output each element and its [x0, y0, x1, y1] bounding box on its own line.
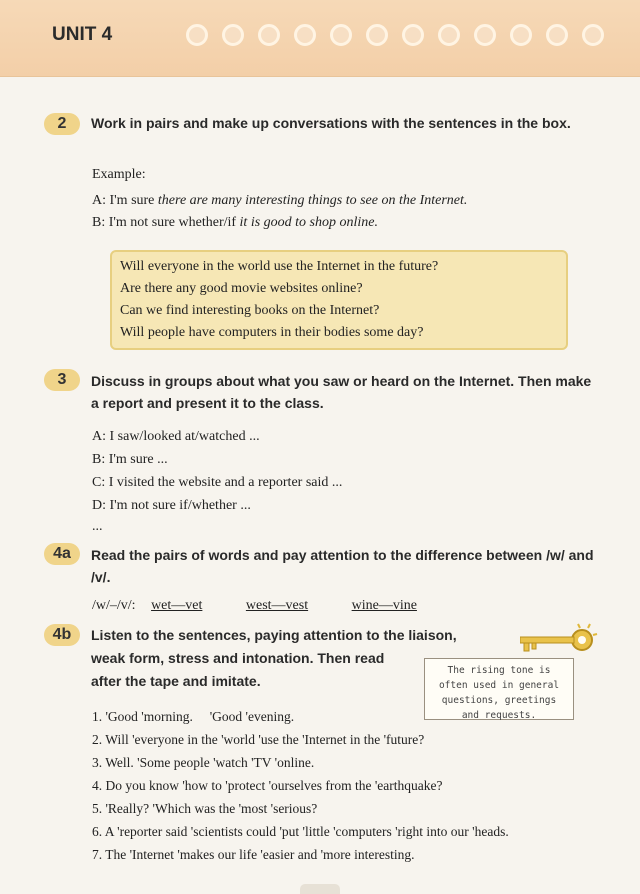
practice-sentence: 3. Well. 'Some people 'watch 'TV 'online. — [92, 755, 315, 770]
example-a-italic: there are many interesting things to see on the Internet. — [157, 193, 468, 208]
section-instruction-line: Listen to the sentences, paying attention to the liaison, — [91, 627, 457, 643]
section-instruction: Discuss in groups about what you saw or heard on the Internet. Then make a report and present it to the class. — [91, 373, 592, 411]
section-number: 4b — [44, 624, 80, 646]
example-line-b — [92, 214, 378, 232]
sentence-box — [110, 250, 568, 350]
dialogue-line: ... — [92, 519, 103, 534]
circle-icon — [546, 24, 568, 46]
circle-icon — [582, 24, 604, 46]
word-pair: wine—vine — [351, 598, 417, 613]
page-header — [0, 0, 640, 77]
example-a-prefix: A: I'm sure — [92, 193, 158, 208]
practice-sentence: 5. 'Really? 'Which was the 'most 'serious? — [92, 801, 318, 816]
dialogue-line: B: I'm sure ... — [92, 452, 168, 467]
dialogue-line: C: I visited the website and a reporter said ... — [92, 475, 343, 490]
circle-icon — [222, 24, 244, 46]
word-pair: wet—vet — [151, 598, 203, 613]
circle-icon — [330, 24, 352, 46]
circle-icon — [510, 24, 532, 46]
practice-sentence: 6. A 'reporter said 'scientists could 'put 'little 'computers 'right into our 'heads. — [92, 824, 509, 839]
circle-icon — [294, 24, 316, 46]
circle-icon — [186, 24, 208, 46]
circle-icon — [402, 24, 424, 46]
dialogue-line: D: I'm not sure if/whether ... — [92, 498, 251, 513]
example-b-prefix: B: I'm not sure whether/if — [92, 215, 240, 230]
section-number: 3 — [44, 369, 80, 391]
practice-sentence: 4. Do you know 'how to 'protect 'ourselves from the 'earthquake? — [92, 778, 443, 793]
section-instruction: Work in pairs and make up conversations with the sentences in the box. — [91, 115, 571, 131]
tip-note: The rising tone is often used in general questions, greetings and requests. — [424, 658, 574, 720]
phonics-line — [92, 597, 417, 615]
page-number-tab — [300, 884, 340, 894]
circle-icon — [474, 24, 496, 46]
section-number: 2 — [44, 113, 80, 135]
section-instruction-line: after the tape and imitate. — [91, 673, 261, 689]
box-sentence: Are there any good movie websites online? — [120, 281, 363, 296]
box-sentence: Will everyone in the world use the Internet in the future? — [120, 259, 439, 274]
practice-sentence: 7. The 'Internet 'makes our life 'easier and 'more interesting. — [92, 847, 415, 862]
circle-icon — [366, 24, 388, 46]
section-instruction-line: weak form, stress and intonation. Then read — [91, 650, 385, 666]
box-sentence: Will people have computers in their bodies some day? — [120, 325, 424, 340]
box-sentence: Can we find interesting books on the Internet? — [120, 303, 380, 318]
example-b-italic: it is good to shop online. — [239, 215, 378, 230]
phonics-label: /w/–/v/: — [92, 598, 136, 613]
circle-icon — [258, 24, 280, 46]
circle-icon — [438, 24, 460, 46]
practice-sentence: 2. Will 'everyone in the 'world 'use the 'Internet in the 'future? — [92, 732, 425, 747]
example-line-a — [92, 192, 467, 210]
section-number: 4a — [44, 543, 80, 565]
section-instruction: Read the pairs of words and pay attention to the difference between /w/ and /v/. — [91, 547, 594, 585]
practice-sentence: 1. 'Good 'morning. 'Good 'evening. — [92, 709, 295, 724]
dialogue-line: A: I saw/looked at/watched ... — [92, 429, 260, 444]
unit-title: UNIT 4 — [52, 24, 113, 45]
word-pair: west—vest — [245, 598, 309, 613]
example-label: Example: — [92, 167, 146, 182]
